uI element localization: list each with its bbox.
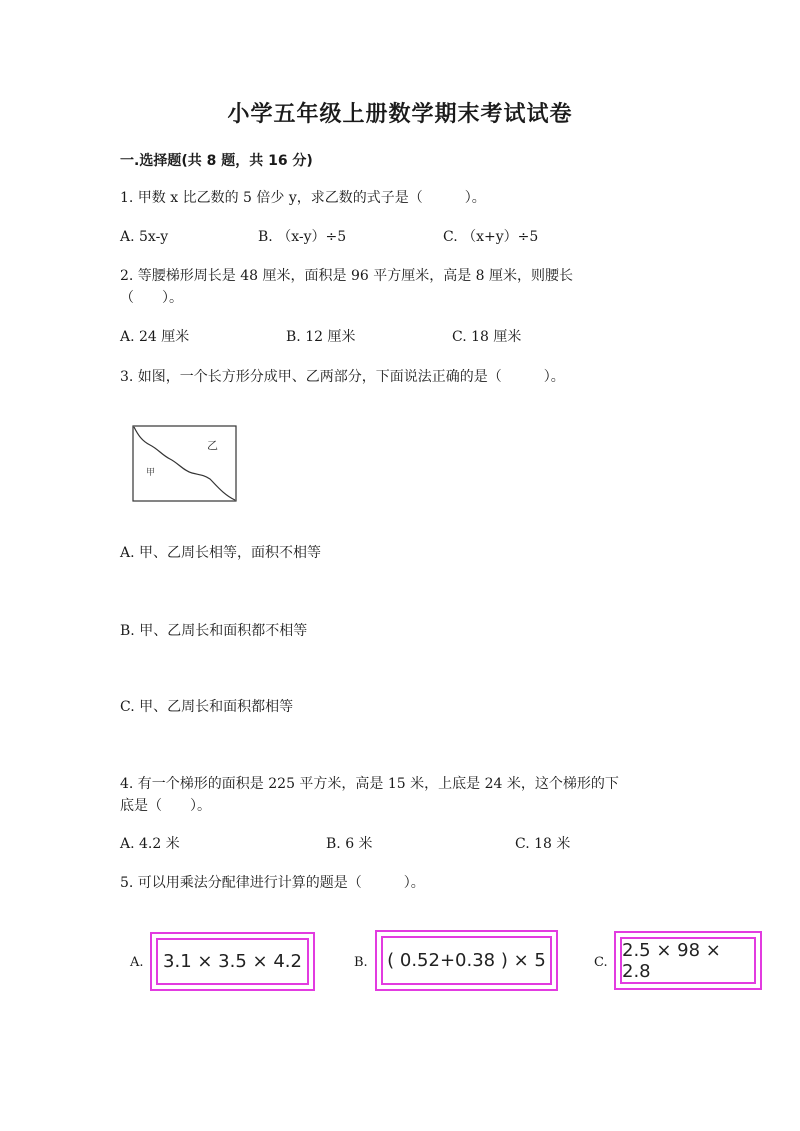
question-2-stem-line1: 2. 等腰梯形周长是 48 厘米，面积是 96 平方厘米，高是 8 厘米，则腰长: [120, 268, 574, 284]
question-5-option-c-box[interactable]: [614, 931, 762, 990]
question-2-option-b[interactable]: B. 12 厘米: [286, 329, 356, 345]
section-heading: 一.选择题(共 8 题，共 16 分): [120, 153, 313, 169]
page-title: 小学五年级上册数学期末考试试卷: [227, 102, 573, 127]
question-5-option-c-expression: 2.5 × 98 × 2.8: [620, 937, 756, 984]
question-5-option-a-expression: 3.1 × 3.5 × 4.2: [156, 938, 309, 985]
question-3-option-c[interactable]: C. 甲、乙周长和面积都相等: [120, 699, 294, 715]
question-4-stem-line2: 底是（ ）。: [120, 798, 211, 814]
rectangle-divided-diagram: [132, 425, 238, 503]
question-3-option-b[interactable]: B. 甲、乙周长和面积都不相等: [120, 623, 308, 639]
question-5-option-c-letter: C.: [594, 955, 608, 970]
question-5-option-b-box[interactable]: [375, 930, 558, 991]
question-5-option-b-expression: ( 0.52+0.38 ) × 5: [381, 936, 552, 985]
question-1-option-c[interactable]: C. （x+y）÷5: [443, 229, 539, 245]
question-5-option-a-letter: A.: [130, 955, 144, 970]
figure-label-jia: 甲: [146, 468, 156, 478]
question-1-stem: 1. 甲数 x 比乙数的 5 倍少 y，求乙数的式子是（ ）。: [120, 190, 486, 206]
question-1-option-b[interactable]: B. （x-y）÷5: [258, 229, 347, 245]
question-3-option-a[interactable]: A. 甲、乙周长相等，面积不相等: [120, 545, 322, 561]
question-4-option-a[interactable]: A. 4.2 米: [120, 836, 180, 852]
question-5-stem: 5. 可以用乘法分配律进行计算的题是（ ）。: [120, 875, 425, 891]
question-5-option-a-box[interactable]: [150, 932, 315, 991]
question-2-option-c[interactable]: C. 18 厘米: [452, 329, 522, 345]
question-3-stem: 3. 如图，一个长方形分成甲、乙两部分，下面说法正确的是（ ）。: [120, 369, 565, 385]
rectangle-figure: [132, 425, 238, 507]
question-4-option-b[interactable]: B. 6 米: [326, 836, 373, 852]
figure-label-yi: 乙: [207, 439, 218, 452]
question-2-stem-line2: （ ）。: [120, 290, 183, 306]
question-2-option-a[interactable]: A. 24 厘米: [120, 329, 190, 345]
question-4-stem-line1: 4. 有一个梯形的面积是 225 平方米，高是 15 米，上底是 24 米，这个梯形的下: [120, 776, 619, 792]
question-1-option-a[interactable]: A. 5x-y: [120, 229, 169, 245]
question-4-option-c[interactable]: C. 18 米: [515, 836, 571, 852]
question-5-option-b-letter: B.: [354, 955, 368, 970]
